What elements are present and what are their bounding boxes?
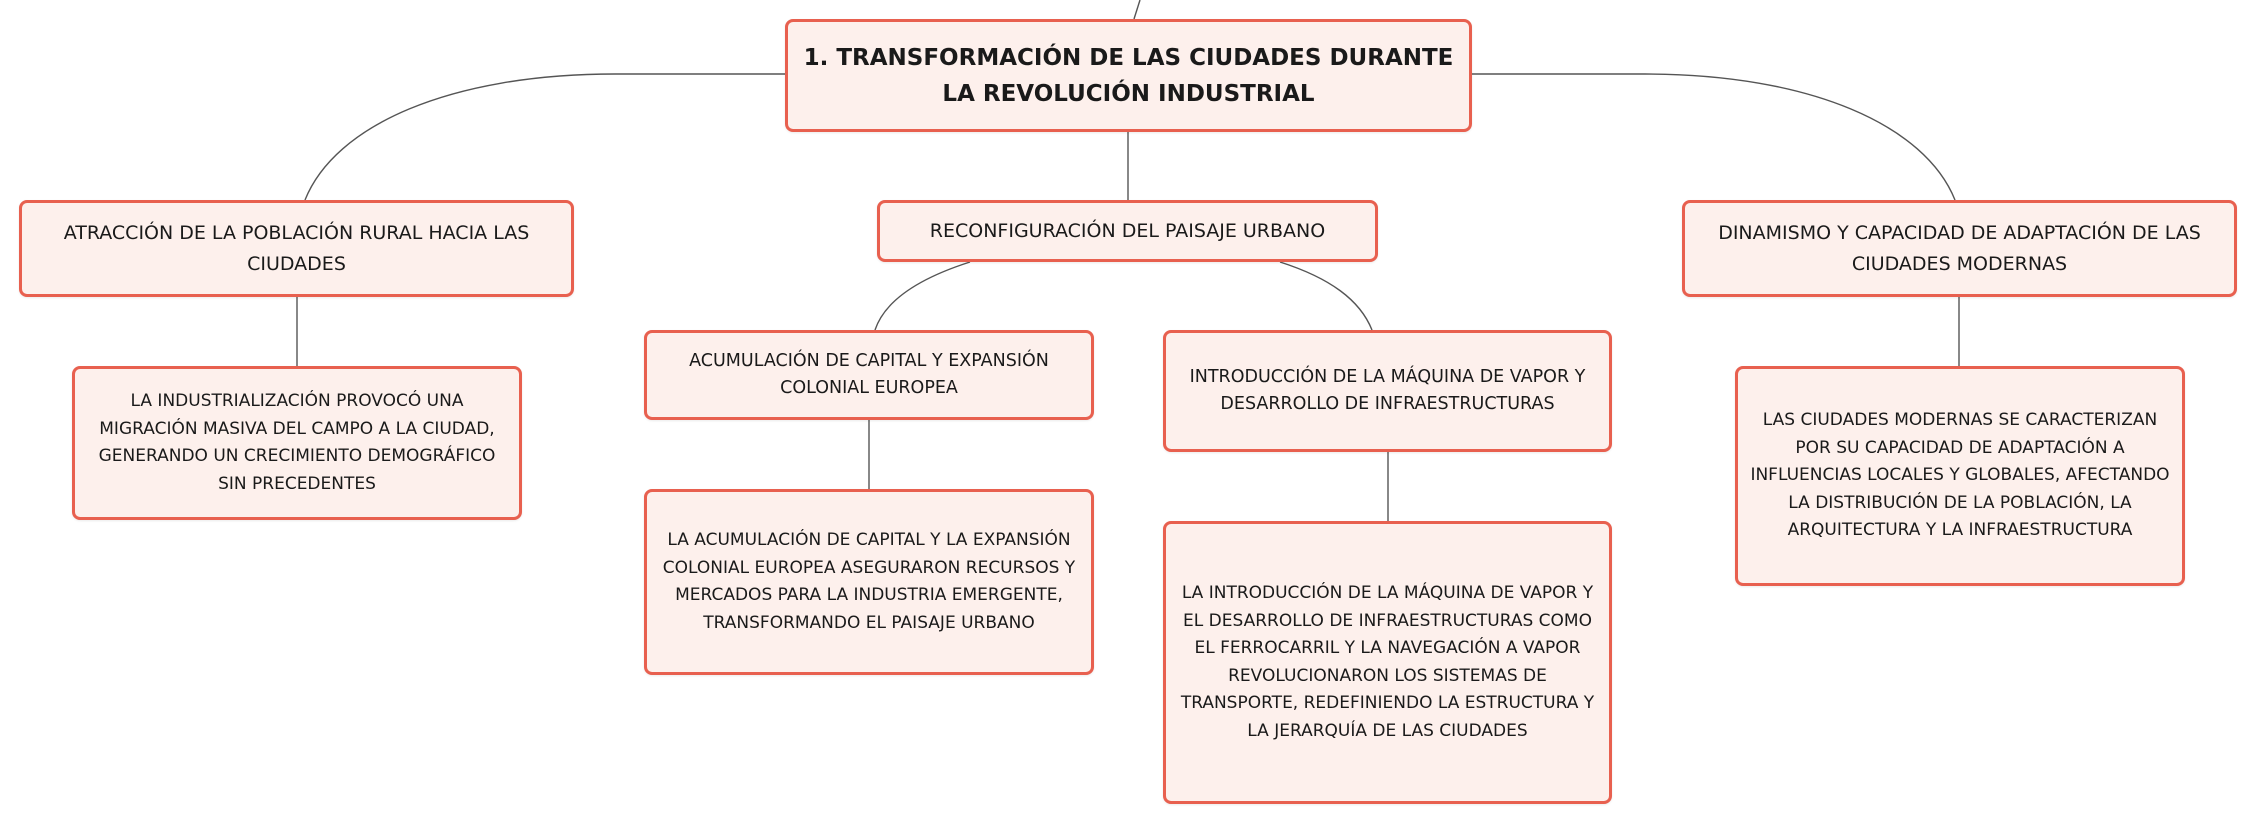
branch-modern-cities-node[interactable] (1682, 200, 2237, 297)
root-topic-node[interactable] (785, 19, 1472, 132)
subtopic-steam-engine-detail-text: LA INTRODUCCIÓN DE LA MÁQUINA DE VAPOR Y EL DESARROLLO DE INFRAESTRUCTURAS COMO EL FERROCARRIL Y LA NAVEGACIÓN A VAPOR REVOLUCIONARON LOS SISTEMAS DE TRANSPORTE, REDEFINIENDO LA ESTRUCTURA Y LA JERARQUÍA DE LAS CIUDADES (1180, 583, 1595, 741)
branch-modern-cities-label: DINAMISMO Y CAPACIDAD DE ADAPTACIÓN DE LAS CIUDADES MODERNAS (1718, 221, 2201, 275)
subtopic-capital-accumulation-node[interactable] (644, 330, 1094, 420)
subtopic-steam-engine-node[interactable] (1163, 330, 1612, 452)
subtopic-steam-engine-label: INTRODUCCIÓN DE LA MÁQUINA DE VAPOR Y DESARROLLO DE INFRAESTRUCTURAS (1189, 366, 1586, 414)
root-topic-label: 1. TRANSFORMACIÓN DE LAS CIUDADES DURANTE LA REVOLUCIÓN INDUSTRIAL (803, 44, 1454, 107)
branch-rural-attraction-detail-node[interactable] (72, 366, 522, 520)
branch-rural-attraction-detail-text: LA INDUSTRIALIZACIÓN PROVOCÓ UNA MIGRACIÓN MASIVA DEL CAMPO A LA CIUDAD, GENERANDO UN CRECIMIENTO DEMOGRÁFICO SIN PRECEDENTES (98, 391, 496, 494)
branch-modern-cities-detail-text: LAS CIUDADES MODERNAS SE CARACTERIZAN POR SU CAPACIDAD DE ADAPTACIÓN A INFLUENCIAS LOCALES Y GLOBALES, AFECTANDO LA DISTRIBUCIÓN DE LA POBLACIÓN, LA ARQUITECTURA Y LA INFRAESTRUCTURA (1750, 410, 2170, 541)
connector-center-vap (1280, 262, 1372, 330)
connector-parent-root (1134, 0, 1140, 19)
connector-center-cap (875, 262, 970, 330)
subtopic-capital-accumulation-detail-text: LA ACUMULACIÓN DE CAPITAL Y LA EXPANSIÓN COLONIAL EUROPEA ASEGURARON RECURSOS Y MERCADOS PARA LA INDUSTRIA EMERGENTE, TRANSFORMANDO EL PAISAJE URBANO (662, 530, 1076, 633)
branch-rural-attraction-label: ATRACCIÓN DE LA POBLACIÓN RURAL HACIA LAS CIUDADES (63, 221, 530, 275)
connector-root-left (305, 74, 785, 200)
connector-root-right (1472, 74, 1955, 200)
subtopic-capital-accumulation-detail-node[interactable] (644, 489, 1094, 675)
branch-urban-landscape-label: RECONFIGURACIÓN DEL PAISAJE URBANO (929, 219, 1326, 242)
branch-rural-attraction-node[interactable] (19, 200, 574, 297)
subtopic-steam-engine-detail-node[interactable] (1163, 521, 1612, 804)
branch-urban-landscape-node[interactable] (877, 200, 1378, 262)
branch-modern-cities-detail-node[interactable] (1735, 366, 2185, 586)
subtopic-capital-accumulation-label: ACUMULACIÓN DE CAPITAL Y EXPANSIÓN COLONIAL EUROPEA (689, 350, 1049, 398)
